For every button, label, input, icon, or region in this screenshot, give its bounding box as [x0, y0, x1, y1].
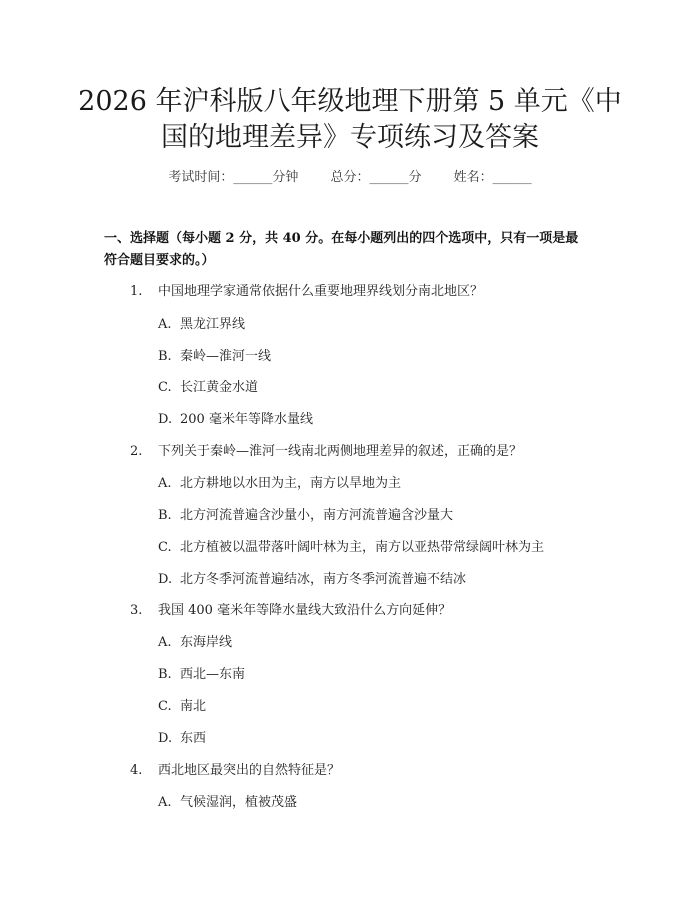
section-heading [104, 228, 604, 272]
question-2-option-b [158, 506, 608, 526]
question-2 [130, 442, 610, 462]
option-text: 西北—东南 [180, 667, 246, 682]
question-2-option-a [158, 474, 608, 494]
question-3-option-c [158, 697, 608, 717]
question-1 [130, 282, 610, 302]
total-score: 总分：______分 [330, 170, 422, 185]
option-letter: A. [158, 635, 172, 650]
exam-info [0, 168, 700, 188]
question-3-option-b [158, 665, 608, 685]
option-letter: C. [158, 380, 172, 395]
option-text: 秦岭—淮河一线 [180, 349, 272, 364]
option-text: 气候湿润，植被茂盛 [180, 795, 298, 810]
question-4-option-a [158, 793, 608, 813]
question-1-option-d [158, 410, 608, 430]
option-text: 北方耕地以水田为主，南方以旱地为主 [180, 476, 402, 491]
option-letter: D. [158, 572, 173, 587]
question-3-option-d [158, 729, 608, 749]
question-1-option-a [158, 315, 608, 335]
question-number: 1. [130, 284, 143, 299]
option-text: 200 毫米年等降水量线 [180, 412, 313, 427]
question-number: 2. [130, 444, 143, 459]
option-text: 北方植被以温带落叶阔叶林为主，南方以亚热带常绿阔叶林为主 [180, 540, 545, 555]
question-2-option-d [158, 570, 608, 590]
question-text: 我国 400 毫米年等降水量线大致沿什么方向延伸？ [158, 603, 452, 618]
option-letter: A. [158, 476, 172, 491]
option-letter: D. [158, 731, 173, 746]
option-letter: C. [158, 540, 172, 555]
question-number: 4. [130, 763, 143, 778]
question-2-option-c [158, 538, 608, 558]
question-text: 下列关于秦岭—淮河一线南北两侧地理差异的叙述，正确的是？ [158, 444, 523, 459]
question-1-option-b [158, 347, 608, 367]
option-letter: B. [158, 508, 172, 523]
option-text: 北方冬季河流普遍结冰，南方冬季河流普遍不结冰 [180, 572, 467, 587]
student-name: 姓名：______ [453, 170, 532, 185]
question-number: 3. [130, 603, 143, 618]
option-letter: C. [158, 699, 172, 714]
option-letter: B. [158, 349, 172, 364]
option-letter: B. [158, 667, 172, 682]
option-letter: A. [158, 795, 172, 810]
option-letter: A. [158, 317, 172, 332]
page-title-line-1: 2026 年沪科版八年级地理下册第 5 单元《中 [78, 86, 622, 117]
option-text: 北方河流普遍含沙量小，南方河流普遍含沙量大 [180, 508, 454, 523]
question-4 [130, 761, 610, 781]
option-text: 长江黄金水道 [180, 380, 259, 395]
option-letter: D. [158, 412, 173, 427]
question-3-option-a [158, 633, 608, 653]
section-heading-line-1: 一、选择题（每小题 2 分，共 40 分。在每小题列出的四个选项中，只有一项是最 [104, 231, 579, 246]
exam-time: 考试时间：______分钟 [168, 170, 299, 185]
question-text: 西北地区最突出的自然特征是？ [158, 763, 341, 778]
question-3 [130, 601, 610, 621]
option-text: 东海岸线 [180, 635, 233, 650]
question-1-option-c [158, 378, 608, 398]
section-heading-line-2: 符合题目要求的。） [104, 253, 215, 268]
question-text: 中国地理学家通常依据什么重要地理界线划分南北地区？ [158, 284, 484, 299]
option-text: 黑龙江界线 [180, 317, 246, 332]
page-title-line-2: 国的地理差异》专项练习及答案 [161, 122, 539, 153]
option-text: 东西 [180, 731, 207, 746]
option-text: 南北 [180, 699, 207, 714]
